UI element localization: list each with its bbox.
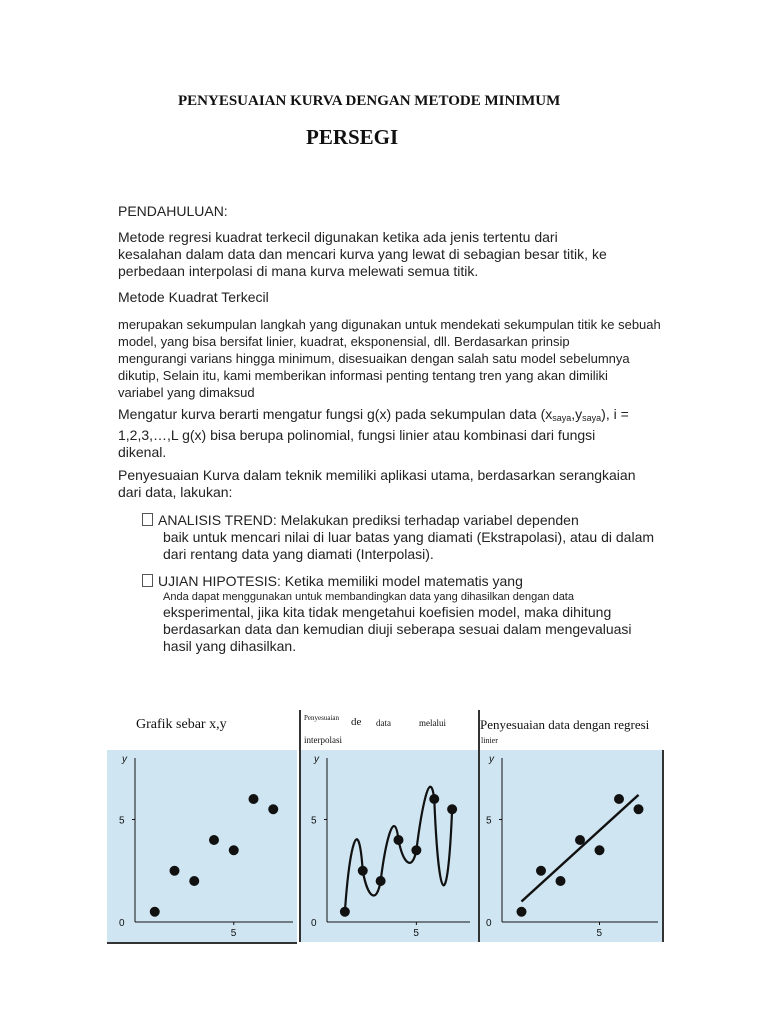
- data-point: [447, 804, 457, 814]
- panel-header: [480, 710, 664, 750]
- figure-panel-interpolation: [299, 710, 480, 942]
- data-point: [411, 845, 421, 855]
- text-line: variabel yang dimaksud: [118, 385, 255, 400]
- text-line: Penyesuaian Kurva dalam teknik memiliki aplikasi utama, berdasarkan serangkaian: [118, 467, 636, 483]
- text-line: dari data, lakukan:: [118, 484, 233, 500]
- plot-area: [107, 750, 297, 942]
- data-point: [170, 866, 180, 876]
- y-tick-label: 0: [311, 918, 317, 929]
- panel-header: [107, 710, 297, 750]
- intro-paragraph-4: [118, 467, 678, 501]
- data-point: [394, 835, 404, 845]
- bullet-ujian-hipotesis: [142, 573, 702, 655]
- text-line: mengurangi varians hingga minimum, disesuaikan dengan salah satu model sebelumnya: [118, 351, 630, 366]
- intro-paragraph-2: [118, 316, 678, 401]
- panel-caption-word: melalui: [419, 718, 446, 728]
- text-line: Metode regresi kuadrat terkecil digunakan ketika ada jenis tertentu dari: [118, 229, 558, 245]
- text-line: [118, 406, 678, 427]
- data-point: [189, 876, 199, 886]
- subscript: saya: [552, 413, 572, 423]
- text-fragment: ,y: [571, 406, 583, 422]
- x-tick-label: 5: [413, 928, 419, 939]
- data-point: [614, 794, 624, 804]
- panel-caption-word: Penyesuaian: [304, 714, 339, 722]
- document-title-line1: PENYESUAIAN KURVA DENGAN METODE MINIMUM: [178, 93, 561, 109]
- y-tick-label: 0: [486, 918, 492, 929]
- y-tick-label: 5: [486, 815, 492, 827]
- text-fragment: Mengatur kurva berarti mengatur fungsi g(x) pada sekumpulan data (x: [118, 406, 553, 422]
- data-point: [229, 845, 239, 855]
- y-tick-label: 5: [119, 815, 125, 827]
- scatter-chart: [107, 750, 297, 940]
- subscript: saya: [582, 413, 602, 423]
- figure-panel-scatter: [107, 710, 297, 944]
- text-line: dikenal.: [118, 444, 167, 460]
- data-point: [150, 907, 160, 917]
- text-line: dikutip, Selain itu, kami memberikan informasi penting tentang tren yang akan dimiliki: [118, 368, 608, 383]
- text-fragment: ), i =: [601, 406, 629, 422]
- bullet-lead: UJIAN HIPOTESIS: Ketika memiliki model matematis yang: [158, 573, 523, 589]
- text-line: 1,2,3,…,L g(x) bisa berupa polinomial, fungsi linier atau kombinasi dari fungsi: [118, 427, 596, 443]
- data-point: [209, 835, 219, 845]
- figure-panel-regression: [480, 710, 664, 942]
- text-line: kesalahan dalam data dan mencari kurva yang lewat di sebagian besar titik, ke: [118, 246, 607, 262]
- regression-line: [522, 795, 639, 902]
- text-line: [142, 512, 702, 529]
- data-point: [536, 866, 546, 876]
- bullet-analisis-trend: [142, 512, 702, 563]
- y-tick-label: 0: [119, 918, 125, 929]
- text-line: [142, 573, 702, 590]
- y-axis-label: y: [314, 754, 319, 765]
- data-point: [376, 876, 386, 886]
- intro-subheading: Metode Kuadrat Terkecil: [118, 289, 269, 305]
- data-point: [358, 866, 368, 876]
- data-point: [517, 907, 527, 917]
- data-point: [340, 907, 350, 917]
- text-line: eksperimental, jika kita tidak mengetahui koefisien model, maka dihitung: [163, 604, 612, 620]
- text-line: hasil yang dihasilkan.: [163, 638, 297, 654]
- panel-caption-word: data: [376, 718, 391, 728]
- x-tick-label: 5: [230, 928, 237, 939]
- text-line: merupakan sekumpulan langkah yang digunakan untuk mendekati sekumpulan titik ke sebuah: [118, 317, 661, 332]
- text-line: berdasarkan data dan kemudian diuji seberapa sesuai dalam mengevaluasi: [163, 621, 632, 637]
- figure-curve-fitting: [107, 710, 664, 942]
- panel-caption: Penyesuaian data dengan regresi: [480, 717, 650, 732]
- text-line: dari rentang data yang diamati (Interpolasi).: [163, 546, 434, 562]
- y-tick-label: 5: [311, 815, 317, 827]
- regression-chart: [480, 750, 662, 940]
- intro-heading: PENDAHULUAN:: [118, 203, 228, 219]
- text-line: baik untuk mencari nilai di luar batas yang diamati (Ekstrapolasi), atau di dalam: [163, 529, 655, 545]
- bullet-box-icon: [142, 513, 153, 526]
- data-point: [268, 804, 278, 814]
- plot-area: [301, 750, 478, 942]
- data-point: [595, 845, 605, 855]
- data-point: [634, 804, 644, 814]
- panel-caption-word: interpolasi: [304, 735, 342, 745]
- text-line: perbedaan interpolasi di mana kurva melewati semua titik.: [118, 263, 479, 279]
- intro-paragraph-1: [118, 229, 678, 280]
- panel-caption-word: de: [351, 716, 362, 728]
- panel-caption: Grafik sebar x,y: [136, 717, 227, 732]
- plot-area: [480, 750, 664, 942]
- y-axis-label: y: [489, 754, 494, 765]
- data-point: [556, 876, 566, 886]
- text-line: Anda dapat menggunakan untuk membandingkan data yang dihasilkan dengan data: [163, 591, 574, 603]
- bullet-lead: ANALISIS TREND: Melakukan prediksi terhadap variabel dependen: [158, 512, 579, 528]
- data-point: [429, 794, 439, 804]
- document-title-line2: PERSEGI: [306, 125, 399, 149]
- y-axis-label: y: [122, 754, 127, 765]
- data-point: [575, 835, 585, 845]
- intro-paragraph-3: [118, 406, 678, 461]
- interpolation-chart: [301, 750, 474, 940]
- interpolation-curve: [345, 787, 452, 912]
- x-tick-label: 5: [596, 928, 603, 939]
- panel-caption: linier: [481, 736, 498, 745]
- bullet-box-icon: [142, 574, 153, 587]
- panel-header: [301, 710, 478, 750]
- data-point: [249, 794, 259, 804]
- text-line: model, yang bisa bersifat linier, kuadrat, eksponensial, dll. Berdasarkan prinsip: [118, 334, 570, 349]
